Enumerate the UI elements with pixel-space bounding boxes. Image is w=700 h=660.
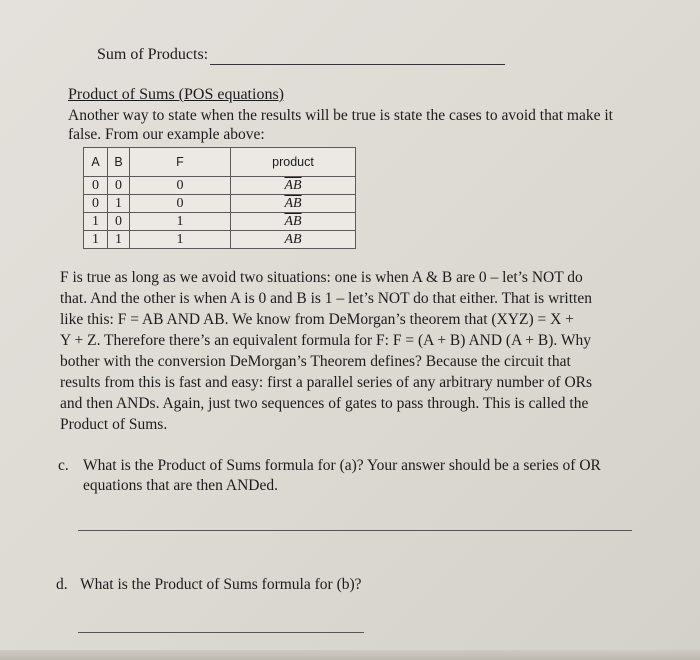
intro-line-2: false. From our example above: <box>68 126 265 143</box>
product-term: AB <box>284 231 302 247</box>
paragraph-line-3: like this: F = AB AND AB. We know from DeMorgan’s theorem that (XYZ) = X + <box>60 311 574 328</box>
cell-b: 1 <box>108 195 130 213</box>
header-product: product <box>231 148 356 177</box>
header-f: F <box>130 148 231 177</box>
paragraph-line-5: bother with the conversion DeMorgan’s Theorem defines? Because the circuit that <box>60 353 571 370</box>
question-d-label: d. <box>56 576 68 593</box>
product-term: $\overline{AB}$ <box>284 177 302 193</box>
answer-line-c[interactable] <box>78 530 632 531</box>
paragraph-line-8: Product of Sums. <box>60 416 168 433</box>
question-d-text: What is the Product of Sums formula for (b)? <box>80 576 362 593</box>
table-row <box>84 213 356 231</box>
cell-a: 1 <box>84 213 108 231</box>
cell-f: 1 <box>130 231 231 249</box>
question-c-line-2: equations that are then ANDed. <box>83 477 278 494</box>
page-bottom-edge <box>0 650 700 660</box>
cell-b: 1 <box>108 231 130 249</box>
paragraph-line-6: results from this is fast and easy: first a parallel series of any arbitrary number of ORs <box>60 374 593 391</box>
header-b: B <box>108 148 130 177</box>
table-row <box>84 231 356 249</box>
cell-b: 0 <box>108 177 130 195</box>
cell-b: 0 <box>108 213 130 231</box>
pos-title: Product of Sums (POS equations) <box>68 86 284 103</box>
product-term: $\overline{AB}$ <box>284 195 302 211</box>
intro-line-1: Another way to state when the results will be true is state the cases to avoid that make it <box>68 107 613 124</box>
cell-f: 0 <box>130 177 231 195</box>
truth-table <box>83 147 356 249</box>
cell-a: 0 <box>84 195 108 213</box>
sop-heading: Sum of Products: <box>97 46 209 63</box>
cell-f: 0 <box>130 195 231 213</box>
cell-a: 0 <box>84 177 108 195</box>
table-row <box>84 195 356 213</box>
question-c-label: c. <box>58 457 69 474</box>
paragraph-line-4: Y + Z. Therefore there’s an equivalent formula for F: F = (A + B) AND (A + B). Why <box>60 332 592 349</box>
table-row <box>84 177 356 195</box>
answer-line-d[interactable] <box>78 632 364 633</box>
sop-answer-line[interactable] <box>210 64 505 65</box>
header-a: A <box>84 148 108 177</box>
product-term: $\overline{AB}$ <box>284 213 302 229</box>
cell-a: 1 <box>84 231 108 249</box>
cell-f: 1 <box>130 213 231 231</box>
paragraph-line-1: F is true as long as we avoid two situations: one is when A & B are 0 – let’s NOT do <box>60 269 583 286</box>
table-header-row <box>84 148 356 177</box>
question-c-line-1: What is the Product of Sums formula for (a)? Your answer should be a series of OR <box>83 457 601 474</box>
paragraph-line-7: and then ANDs. Again, just two sequences of gates to pass through. This is called the <box>60 395 589 412</box>
paragraph-line-2: that. And the other is when A is 0 and B is 1 – let’s NOT do that either. That is written <box>60 290 592 307</box>
cell-product <box>231 177 356 195</box>
cell-product <box>231 195 356 213</box>
cell-product <box>231 231 356 249</box>
cell-product <box>231 213 356 231</box>
